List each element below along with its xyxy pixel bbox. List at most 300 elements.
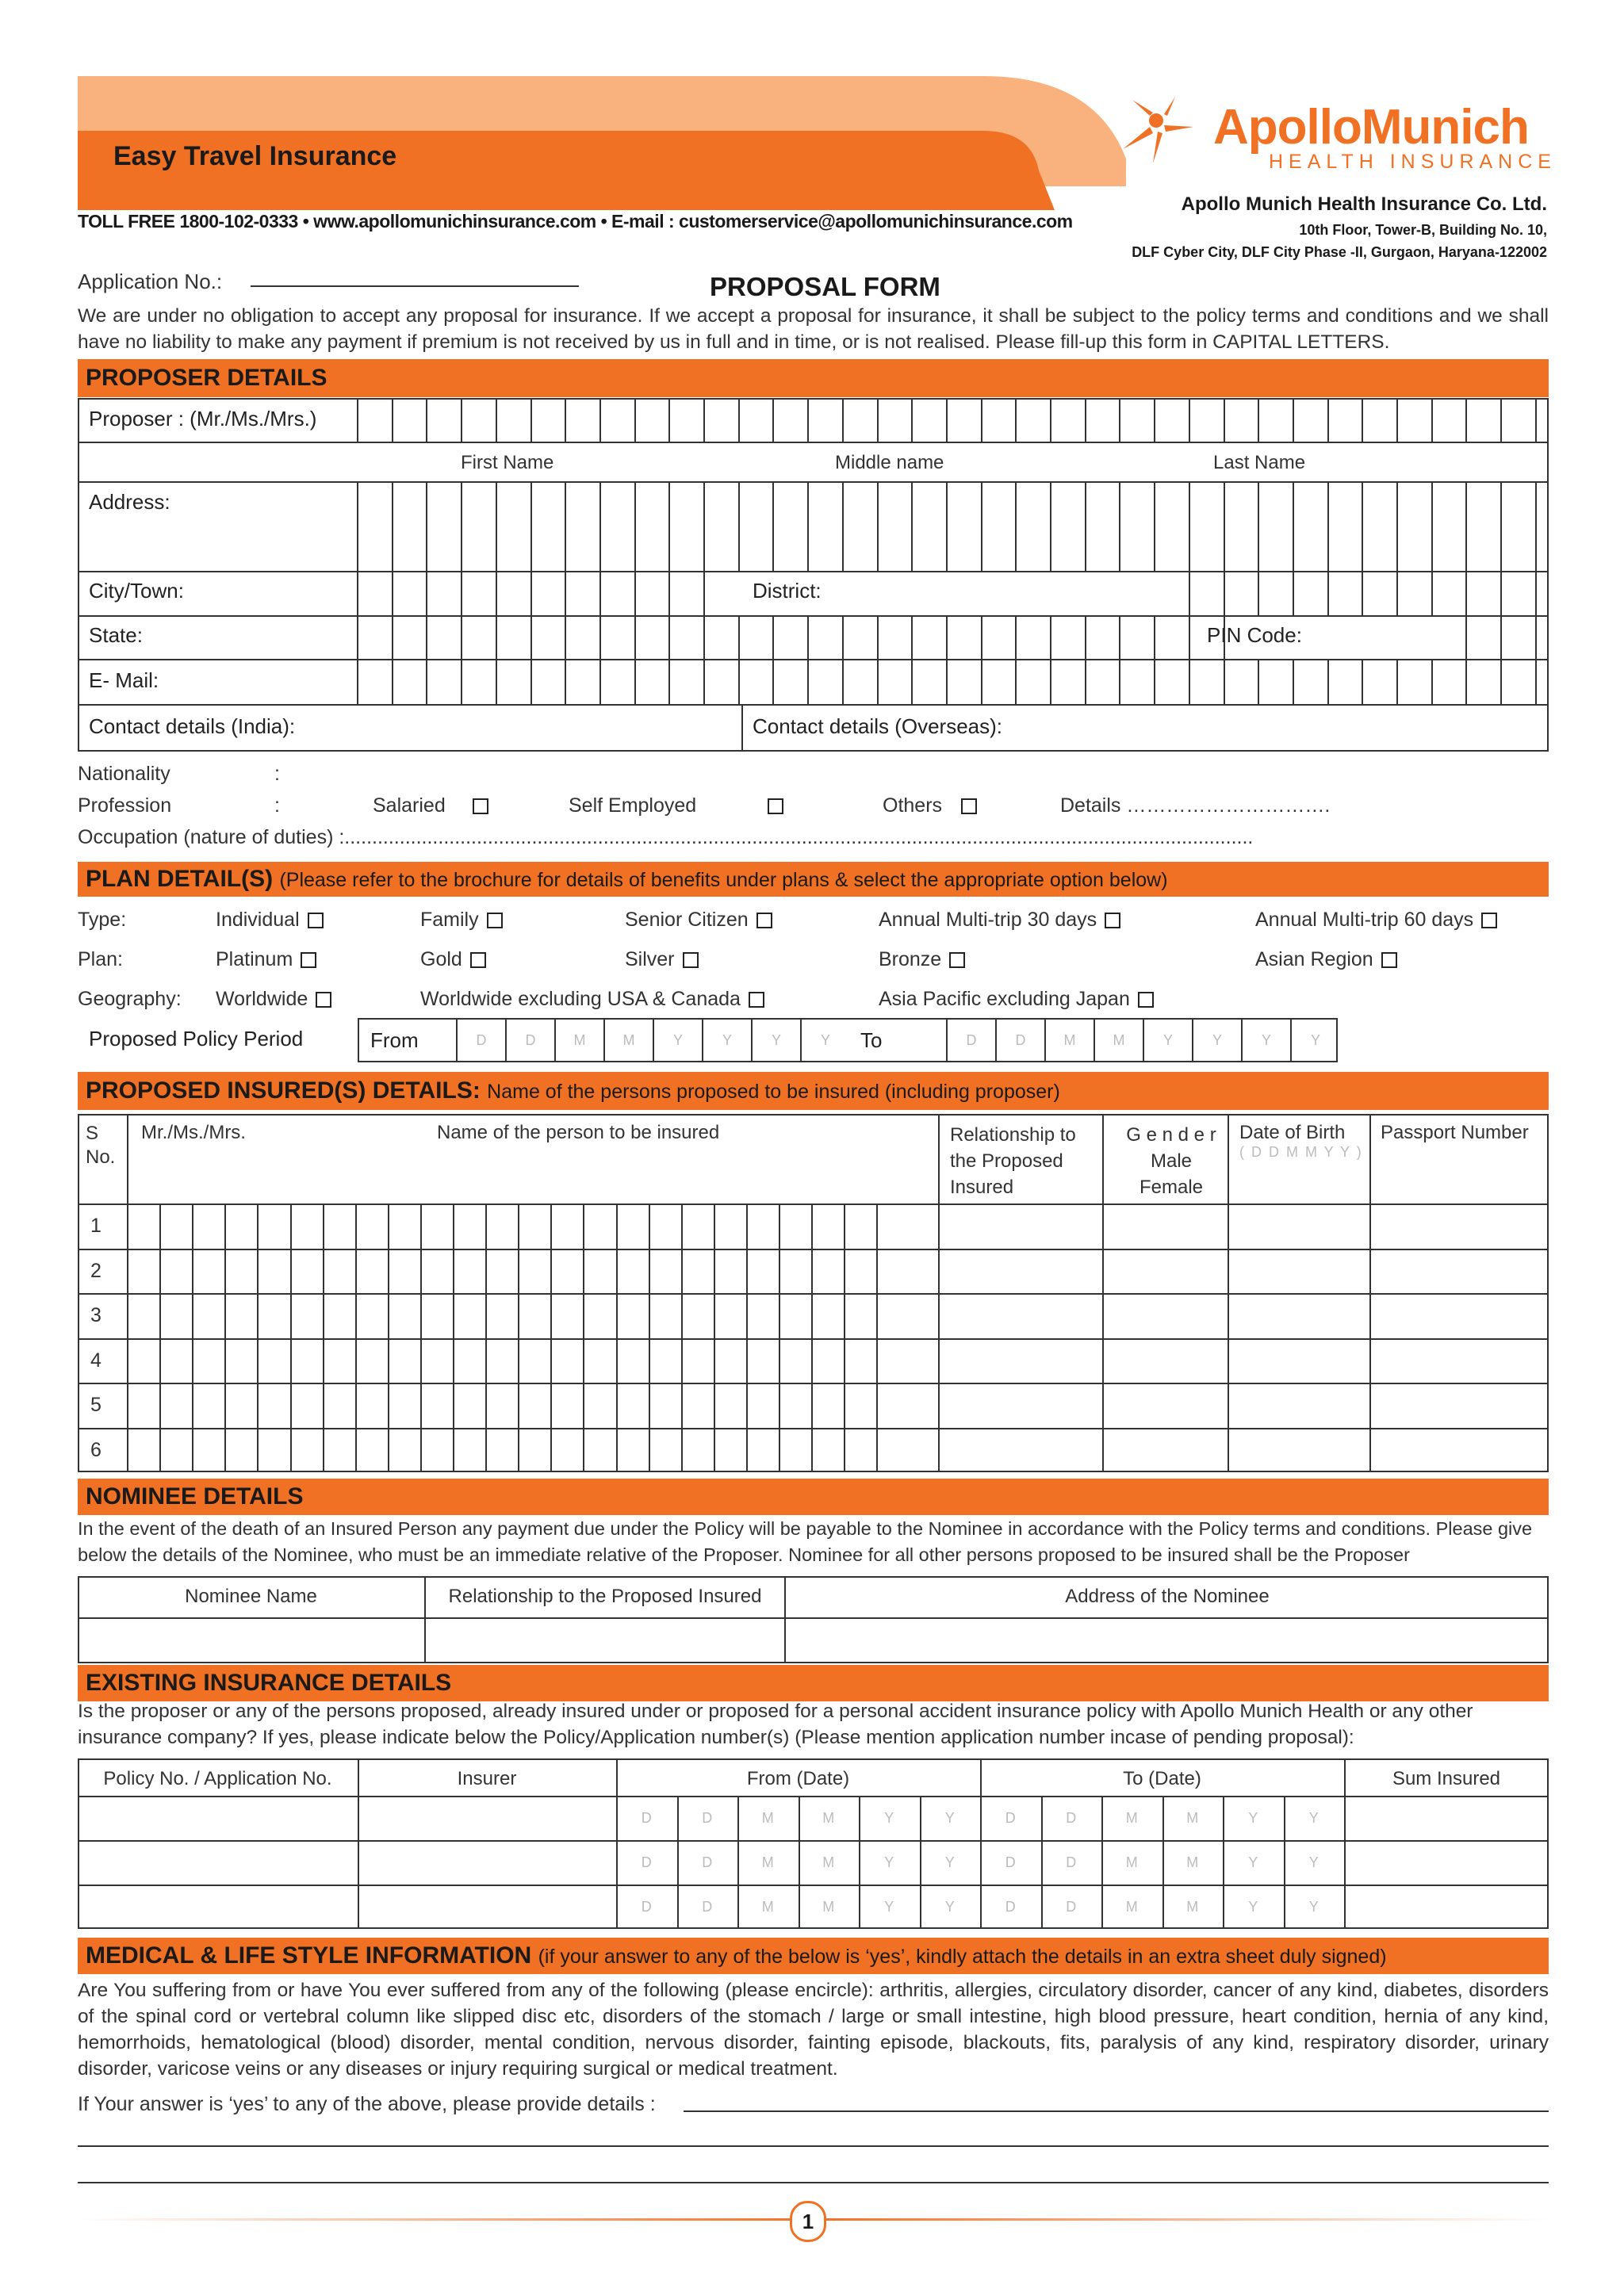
char-box[interactable] (1500, 660, 1535, 705)
char-box[interactable] (1465, 526, 1500, 571)
to-date-box[interactable]: Y (1192, 1018, 1241, 1062)
char-box[interactable] (1258, 398, 1293, 442)
char-box[interactable] (1327, 572, 1362, 615)
char-box[interactable] (1535, 482, 1570, 526)
char-box[interactable] (981, 526, 1016, 571)
to-date-box[interactable]: M (1094, 1018, 1143, 1062)
char-box[interactable] (1431, 482, 1466, 526)
char-box[interactable] (1362, 398, 1396, 442)
char-box[interactable] (1224, 526, 1258, 571)
date-mask-cell[interactable]: D (641, 1810, 652, 1826)
char-box[interactable] (392, 526, 427, 571)
char-box[interactable] (357, 482, 392, 526)
char-box[interactable] (1085, 526, 1120, 571)
to-date-box[interactable]: Y (1143, 1018, 1192, 1062)
prof-self-employed[interactable]: Self Employed (569, 794, 783, 817)
char-box[interactable] (496, 482, 530, 526)
char-box[interactable] (1224, 482, 1258, 526)
char-box[interactable] (877, 526, 912, 571)
from-date-box[interactable]: D (505, 1018, 554, 1062)
char-box[interactable] (772, 617, 807, 660)
char-box[interactable] (668, 660, 703, 705)
checkbox-icon[interactable] (961, 798, 977, 814)
char-box[interactable] (1258, 526, 1293, 571)
char-box[interactable] (565, 482, 599, 526)
to-date-box[interactable]: M (1044, 1018, 1094, 1062)
char-box[interactable] (599, 572, 634, 615)
char-box[interactable] (842, 482, 877, 526)
char-box[interactable] (1362, 482, 1396, 526)
medical-details-line-3[interactable] (78, 2182, 1549, 2183)
char-box[interactable] (1465, 572, 1500, 615)
char-box[interactable] (1293, 526, 1327, 571)
nominee-relationship-field[interactable] (427, 1619, 783, 1662)
char-box[interactable] (668, 572, 703, 615)
char-box[interactable] (634, 660, 669, 705)
char-box[interactable] (703, 398, 738, 442)
prof-salaried[interactable]: Salaried (373, 794, 488, 817)
char-box[interactable] (946, 398, 981, 442)
char-box[interactable] (426, 526, 461, 571)
char-box[interactable] (1535, 572, 1570, 615)
char-box[interactable] (1465, 482, 1500, 526)
checkbox-icon[interactable] (749, 992, 764, 1008)
char-box[interactable] (1189, 572, 1224, 615)
date-mask-cell[interactable]: Y (944, 1810, 955, 1826)
last-name-caption: Last Name (1213, 452, 1306, 473)
char-box[interactable] (1189, 398, 1224, 442)
checkbox-icon[interactable] (473, 798, 488, 814)
char-box[interactable] (946, 617, 981, 660)
existing-col-header: From (Date) (746, 1768, 850, 1789)
char-box[interactable] (842, 617, 877, 660)
char-box[interactable] (668, 398, 703, 442)
date-mask-cell[interactable]: D (1066, 1810, 1077, 1826)
char-box[interactable] (496, 660, 530, 705)
char-box[interactable] (842, 660, 877, 705)
existing-col-header: Insurer (457, 1768, 517, 1789)
char-box[interactable] (981, 482, 1016, 526)
plan-option[interactable] (216, 988, 331, 1011)
char-box[interactable] (668, 482, 703, 526)
char-box[interactable] (565, 398, 599, 442)
date-mask-cell[interactable]: D (641, 1854, 652, 1870)
char-box[interactable] (738, 526, 773, 571)
char-box[interactable] (911, 482, 946, 526)
char-box[interactable] (496, 398, 530, 442)
checkbox-icon[interactable] (1105, 913, 1120, 928)
date-mask-cell[interactable]: M (1186, 1899, 1199, 1915)
char-box[interactable] (1085, 482, 1120, 526)
date-mask-cell[interactable]: M (1125, 1810, 1138, 1826)
date-mask-cell[interactable]: Y (884, 1899, 894, 1915)
char-box[interactable] (738, 617, 773, 660)
checkbox-icon[interactable] (316, 992, 331, 1008)
date-mask-cell[interactable]: Y (944, 1854, 955, 1870)
plan-option[interactable] (420, 909, 503, 932)
date-mask-cell[interactable]: M (822, 1810, 835, 1826)
medical-details-line-2[interactable] (78, 2145, 1549, 2147)
char-box[interactable] (461, 526, 496, 571)
char-box[interactable] (877, 617, 912, 660)
state-boxes[interactable] (357, 617, 1549, 660)
char-box[interactable] (772, 398, 807, 442)
from-date-box[interactable]: M (603, 1018, 653, 1062)
char-box[interactable] (1154, 398, 1189, 442)
char-box[interactable] (599, 660, 634, 705)
date-mask-cell[interactable]: Y (1248, 1899, 1258, 1915)
date-mask-cell[interactable]: Y (1308, 1899, 1319, 1915)
date-mask-cell[interactable]: D (702, 1810, 713, 1826)
char-box[interactable] (1327, 398, 1362, 442)
char-box[interactable] (911, 398, 946, 442)
char-box[interactable] (1119, 482, 1154, 526)
char-box[interactable] (1085, 617, 1120, 660)
char-box[interactable] (1293, 572, 1327, 615)
char-box[interactable] (1327, 526, 1362, 571)
char-box[interactable] (1154, 482, 1189, 526)
char-box[interactable] (530, 398, 565, 442)
char-box[interactable] (1015, 660, 1050, 705)
address-boxes-1[interactable] (357, 482, 1549, 526)
char-box[interactable] (357, 398, 392, 442)
char-box[interactable] (807, 617, 842, 660)
date-mask-cell[interactable]: M (761, 1854, 774, 1870)
char-box[interactable] (1119, 660, 1154, 705)
date-mask-cell[interactable]: M (761, 1810, 774, 1826)
char-box[interactable] (1327, 660, 1362, 705)
char-box[interactable] (842, 526, 877, 571)
date-mask-cell[interactable]: D (1005, 1810, 1016, 1826)
char-box[interactable] (599, 617, 634, 660)
char-box[interactable] (634, 482, 669, 526)
char-box[interactable] (392, 482, 427, 526)
char-box[interactable] (426, 398, 461, 442)
plan-option[interactable] (879, 909, 1120, 932)
char-box[interactable] (1258, 572, 1293, 615)
char-box[interactable] (1189, 526, 1224, 571)
from-date-box[interactable]: D (456, 1018, 505, 1062)
char-box[interactable] (1050, 482, 1085, 526)
char-box[interactable] (1015, 526, 1050, 571)
char-box[interactable] (877, 398, 912, 442)
char-box[interactable] (1119, 398, 1154, 442)
date-mask-cell[interactable]: M (1125, 1899, 1138, 1915)
char-box[interactable] (772, 482, 807, 526)
from-date-box[interactable]: Y (751, 1018, 800, 1062)
medical-details-line-1[interactable] (684, 2110, 1549, 2112)
char-box[interactable] (772, 660, 807, 705)
char-box[interactable] (392, 398, 427, 442)
char-box[interactable] (807, 660, 842, 705)
checkbox-icon[interactable] (768, 798, 783, 814)
char-box[interactable] (703, 482, 738, 526)
char-box[interactable] (496, 572, 530, 615)
plan-option[interactable] (420, 948, 486, 971)
checkbox-icon[interactable] (470, 952, 486, 968)
date-mask-cell[interactable]: Y (1248, 1810, 1258, 1826)
char-box[interactable] (1154, 617, 1189, 660)
char-box[interactable] (1293, 398, 1327, 442)
date-mask-cell[interactable]: M (1186, 1854, 1199, 1870)
char-box[interactable] (426, 660, 461, 705)
checkbox-icon[interactable] (487, 913, 503, 928)
char-box[interactable] (1050, 526, 1085, 571)
char-box[interactable] (703, 617, 738, 660)
char-box[interactable] (738, 398, 773, 442)
char-box[interactable] (1015, 617, 1050, 660)
char-box[interactable] (357, 660, 392, 705)
date-mask-cell[interactable]: D (1005, 1899, 1016, 1915)
char-box[interactable] (634, 398, 669, 442)
date-mask-cell[interactable]: Y (1308, 1810, 1319, 1826)
date-mask-cell[interactable]: D (1066, 1854, 1077, 1870)
plan-row-label: Type: (78, 909, 127, 931)
char-box[interactable] (1500, 617, 1535, 660)
to-date-box[interactable]: D (946, 1018, 995, 1062)
char-box[interactable] (738, 660, 773, 705)
char-box[interactable] (461, 617, 496, 660)
char-box[interactable] (1500, 526, 1535, 571)
plan-option[interactable] (879, 988, 1154, 1011)
char-box[interactable] (357, 572, 392, 615)
char-box[interactable] (807, 398, 842, 442)
char-box[interactable] (703, 660, 738, 705)
char-box[interactable] (1119, 526, 1154, 571)
char-box[interactable] (357, 526, 392, 571)
char-box[interactable] (1189, 660, 1224, 705)
char-box[interactable] (357, 617, 392, 660)
char-box[interactable] (981, 660, 1016, 705)
char-box[interactable] (738, 482, 773, 526)
char-box[interactable] (1189, 482, 1224, 526)
checkbox-icon[interactable] (1138, 992, 1154, 1008)
checkbox-icon[interactable] (949, 952, 965, 968)
char-box[interactable] (1396, 660, 1431, 705)
char-box[interactable] (877, 660, 912, 705)
char-box[interactable] (1465, 660, 1500, 705)
char-box[interactable] (981, 617, 1016, 660)
char-box[interactable] (461, 398, 496, 442)
date-mask-cell[interactable]: M (822, 1854, 835, 1870)
mr-header: Mr./Ms./Mrs. (141, 1122, 246, 1143)
char-box[interactable] (1154, 526, 1189, 571)
char-box[interactable] (1015, 482, 1050, 526)
char-box[interactable] (426, 572, 461, 615)
plan-option[interactable] (216, 909, 324, 932)
char-box[interactable] (772, 526, 807, 571)
to-date-box[interactable]: Y (1241, 1018, 1290, 1062)
application-no-label: Application No.: (78, 270, 223, 293)
date-mask-cell[interactable]: M (761, 1899, 774, 1915)
date-mask-cell[interactable]: M (1125, 1854, 1138, 1870)
plan-option[interactable] (1255, 948, 1397, 971)
char-box[interactable] (1327, 482, 1362, 526)
char-box[interactable] (703, 572, 738, 615)
char-box[interactable] (1535, 617, 1570, 660)
char-box[interactable] (1050, 617, 1085, 660)
nominee-address-field[interactable] (787, 1619, 1546, 1662)
date-mask-cell[interactable]: Y (944, 1899, 955, 1915)
char-box[interactable] (1396, 526, 1431, 571)
from-date-box[interactable]: Y (653, 1018, 702, 1062)
char-box[interactable] (1396, 398, 1431, 442)
char-box[interactable] (1362, 526, 1396, 571)
char-box[interactable] (1224, 398, 1258, 442)
checkbox-icon[interactable] (1481, 913, 1497, 928)
prof-others[interactable]: Others (883, 794, 977, 817)
checkbox-icon[interactable] (756, 913, 772, 928)
char-box[interactable] (496, 617, 530, 660)
plan-option-label: Senior Citizen (625, 909, 749, 931)
date-mask-cell[interactable]: Y (884, 1854, 894, 1870)
char-box[interactable] (565, 660, 599, 705)
char-box[interactable] (1362, 572, 1396, 615)
char-box[interactable] (1431, 526, 1466, 571)
char-box[interactable] (807, 482, 842, 526)
city-boxes[interactable] (357, 572, 1549, 617)
char-box[interactable] (842, 398, 877, 442)
email-boxes[interactable] (357, 660, 1549, 705)
char-box[interactable] (426, 617, 461, 660)
char-box[interactable] (1535, 526, 1570, 571)
char-box[interactable] (426, 482, 461, 526)
char-box[interactable] (1293, 660, 1327, 705)
to-date-box[interactable]: Y (1290, 1018, 1339, 1062)
char-box[interactable] (1015, 398, 1050, 442)
char-box[interactable] (668, 617, 703, 660)
char-box[interactable] (911, 660, 946, 705)
char-box[interactable] (1431, 660, 1466, 705)
char-box[interactable] (946, 660, 981, 705)
char-box[interactable] (1154, 660, 1189, 705)
date-mask-cell[interactable]: D (702, 1899, 713, 1915)
char-box[interactable] (911, 617, 946, 660)
char-box[interactable] (1535, 660, 1570, 705)
plan-option[interactable] (625, 909, 772, 932)
insured-row-number: 1 (90, 1215, 102, 1237)
date-mask-cell[interactable]: D (1005, 1854, 1016, 1870)
plan-row-label: Plan: (78, 948, 123, 970)
char-box[interactable] (1500, 572, 1535, 615)
char-box[interactable] (1085, 660, 1120, 705)
char-box[interactable] (634, 617, 669, 660)
char-box[interactable] (634, 572, 669, 615)
char-box[interactable] (911, 526, 946, 571)
char-box[interactable] (599, 482, 634, 526)
proposer-name-boxes[interactable] (357, 398, 1549, 442)
char-box[interactable] (565, 526, 599, 571)
to-date-box[interactable]: D (995, 1018, 1044, 1062)
char-box[interactable] (1224, 660, 1258, 705)
char-box[interactable] (461, 660, 496, 705)
char-box[interactable] (530, 482, 565, 526)
char-box[interactable] (1224, 617, 1258, 660)
char-box[interactable] (599, 398, 634, 442)
from-date-box[interactable]: Y (702, 1018, 751, 1062)
char-box[interactable] (565, 572, 599, 615)
plan-option[interactable] (1255, 909, 1497, 932)
char-box[interactable] (1362, 660, 1396, 705)
char-box[interactable] (530, 617, 565, 660)
char-box[interactable] (1050, 660, 1085, 705)
date-mask-cell[interactable]: M (822, 1899, 835, 1915)
date-mask-cell[interactable]: D (702, 1854, 713, 1870)
char-box[interactable] (1535, 398, 1570, 442)
date-mask-cell[interactable]: M (1186, 1810, 1199, 1826)
char-box[interactable] (392, 572, 427, 615)
char-box[interactable] (1500, 398, 1535, 442)
char-box[interactable] (392, 660, 427, 705)
char-box[interactable] (599, 526, 634, 571)
char-box[interactable] (946, 482, 981, 526)
plan-option[interactable] (420, 988, 764, 1011)
application-no-field[interactable] (251, 284, 579, 287)
date-mask-cell[interactable]: Y (1308, 1854, 1319, 1870)
from-date-box[interactable]: M (554, 1018, 603, 1062)
char-box[interactable] (1396, 482, 1431, 526)
char-box[interactable] (1189, 617, 1224, 660)
medical-text: Are You suffering from or have You ever suffered from any of the following (please encircle): arthritis, allergies, circulatory disorder, cancer of any kind, diabetes, disorders of the spinal cord or vertebral column like slipped disc etc, disorders of the stomach / large or small intestine, high blood pressure, heart condition, hernia of any kind, hemorrhoids, hematological (blood) disorder, mental condition, nervous disorder, fainting episode, blackouts, fits, paralysis of any kind, respiratory disorder, urinary disorder, varicose veins or any diseases or injury requiring surgical or medical treatment. (78, 1980, 1549, 2080)
checkbox-icon[interactable] (301, 952, 316, 968)
nominee-name-field[interactable] (79, 1619, 423, 1662)
char-box[interactable] (1396, 572, 1431, 615)
plan-row-label: Geography: (78, 988, 182, 1010)
date-mask-cell[interactable]: D (1066, 1899, 1077, 1915)
date-mask-cell[interactable]: Y (1248, 1854, 1258, 1870)
char-box[interactable] (461, 482, 496, 526)
char-box[interactable] (1258, 660, 1293, 705)
date-mask-cell[interactable]: Y (884, 1810, 894, 1826)
char-box[interactable] (807, 526, 842, 571)
char-box[interactable] (461, 572, 496, 615)
char-box[interactable] (530, 526, 565, 571)
char-box[interactable] (1500, 482, 1535, 526)
char-box[interactable] (496, 526, 530, 571)
plan-option[interactable] (216, 948, 316, 971)
char-box[interactable] (530, 660, 565, 705)
char-box[interactable] (634, 526, 669, 571)
checkbox-icon[interactable] (683, 952, 699, 968)
char-box[interactable] (1431, 572, 1466, 615)
existing-col-header: Policy No. / Application No. (103, 1768, 332, 1789)
char-box[interactable] (1465, 617, 1500, 660)
char-box[interactable] (1085, 398, 1120, 442)
plan-option[interactable] (625, 948, 699, 971)
char-box[interactable] (392, 617, 427, 660)
char-box[interactable] (703, 526, 738, 571)
char-box[interactable] (1050, 398, 1085, 442)
char-box[interactable] (1465, 398, 1500, 442)
char-box[interactable] (1293, 482, 1327, 526)
char-box[interactable] (1119, 617, 1154, 660)
char-box[interactable] (565, 617, 599, 660)
char-box[interactable] (1431, 398, 1466, 442)
char-box[interactable] (668, 526, 703, 571)
char-box[interactable] (877, 482, 912, 526)
checkbox-icon[interactable] (1381, 952, 1397, 968)
checkbox-icon[interactable] (308, 913, 324, 928)
char-box[interactable] (1258, 482, 1293, 526)
char-box[interactable] (946, 526, 981, 571)
char-box[interactable] (530, 572, 565, 615)
from-date-box[interactable]: Y (800, 1018, 849, 1062)
plan-option[interactable] (879, 948, 965, 971)
char-box[interactable] (1224, 572, 1258, 615)
date-mask-cell[interactable]: D (641, 1899, 652, 1915)
address-boxes-2[interactable] (357, 526, 1549, 571)
char-box[interactable] (981, 398, 1016, 442)
